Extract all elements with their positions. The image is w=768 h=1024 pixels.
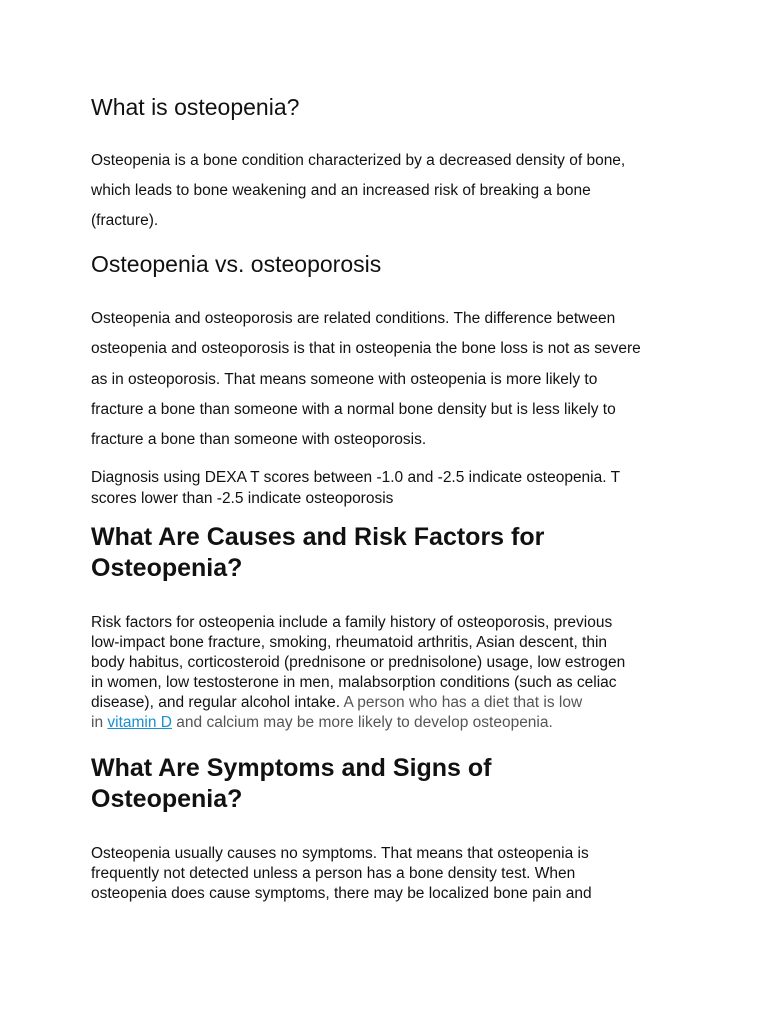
paragraph-line [91,714,553,732]
text-run-muted: and calcium may be more likely to develop osteopenia. [171,714,553,731]
heading-what-is-osteopenia: What is osteopenia? [91,94,300,120]
paragraph-line: body habitus, corticosteroid (prednisone or prednisolone) usage, low estrogen [91,654,626,671]
text-run-muted: A person who has a diet that is low [340,694,583,711]
paragraph-line: Osteopenia usually causes no symptoms. That means that osteopenia is [91,845,589,862]
heading-osteopenia-vs-osteoporosis: Osteopenia vs. osteoporosis [91,251,382,277]
heading-line: Osteopenia? [91,554,243,582]
paragraph-line: as in osteoporosis. That means someone with osteopenia is more likely to [91,371,598,388]
paragraph-line: Osteopenia and osteoporosis are related conditions. The difference between [91,310,616,327]
diagnosis-note-line: scores lower than -2.5 indicate osteoporosis [91,490,394,507]
paragraph-line: osteopenia and osteoporosis is that in osteopenia the bone loss is not as severe [91,340,641,357]
heading-line: Osteopenia? [91,785,243,813]
paragraph-line: fracture a bone than someone with a normal bone density but is less likely to [91,401,616,418]
paragraph-line: low-impact bone fracture, smoking, rheumatoid arthritis, Asian descent, thin [91,634,608,651]
heading-line: What Are Symptoms and Signs of [91,754,492,782]
paragraph-line: Risk factors for osteopenia include a family history of osteoporosis, previous [91,614,613,631]
paragraph-line: osteopenia does cause symptoms, there may be localized bone pain and [91,885,592,902]
paragraph-line: in women, low testosterone in men, malabsorption conditions (such as celiac [91,674,617,691]
heading-symptoms-signs [91,753,691,815]
paragraph-line [91,694,582,712]
heading-line: What Are Causes and Risk Factors for [91,523,545,551]
heading-causes-risk-factors [91,522,691,584]
paragraph-line: Osteopenia is a bone condition characterized by a decreased density of bone, [91,152,626,169]
vitamin-d-link[interactable]: vitamin D [107,714,172,731]
paragraph-line: frequently not detected unless a person has a bone density test. When [91,865,576,882]
paragraph-line: which leads to bone weakening and an increased risk of breaking a bone [91,182,591,199]
paragraph-line: fracture a bone than someone with osteoporosis. [91,431,427,448]
text-run-muted: in [91,714,108,731]
diagnosis-note-line: Diagnosis using DEXA T scores between -1.0 and -2.5 indicate osteopenia. T [91,469,621,486]
paragraph-line: (fracture). [91,212,159,229]
text-run: disease), and regular alcohol intake. [91,694,341,711]
